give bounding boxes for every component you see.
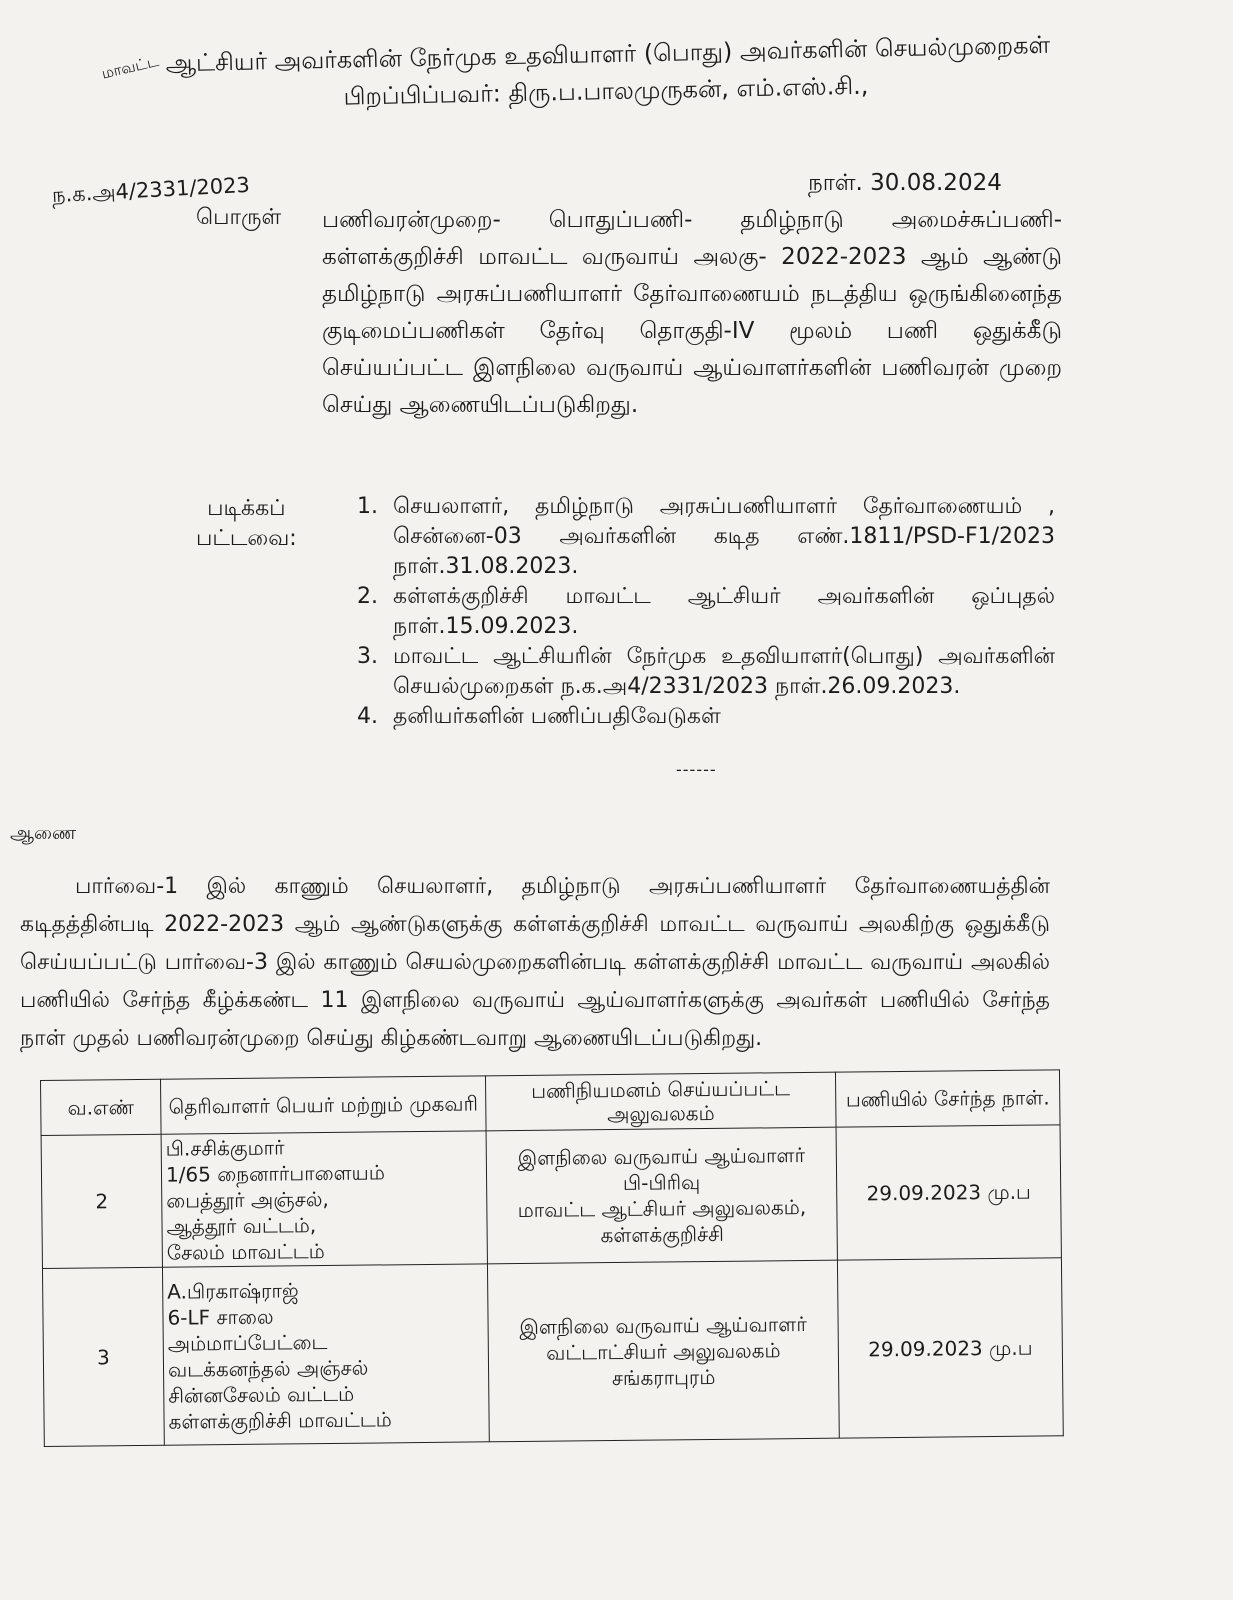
reference-number: ந.க.அ4/2331/2023 <box>51 172 251 208</box>
serial-cell: 3 <box>42 1267 164 1446</box>
references-label <box>196 494 297 554</box>
reference-item: 4. தனியர்களின் பணிப்பதிவேடுகள் <box>385 702 1055 732</box>
office-line: சங்கராபுரம் <box>611 1364 716 1390</box>
address-line: பி.சசிக்குமார் <box>165 1135 285 1161</box>
header-prefix: மாவட்ட <box>100 51 161 83</box>
address-line: 1/65 நைனார்பாளையம் <box>165 1160 385 1187</box>
document-date: நாள். 30.08.2024 <box>808 170 1002 196</box>
office-line: இளநிலை வருவாய் ஆய்வாளர் <box>519 1311 807 1339</box>
references-label-line2: பட்டவை: <box>196 526 297 551</box>
references-list <box>340 492 1055 732</box>
col-header-name-address: தெரிவாளர் பெயர் மற்றும் முகவரி <box>160 1076 486 1134</box>
header-issuer: பிறப்பிப்பவர்: திரு.ப.பாலமுருகன், எம்.எஸ்.சி., <box>343 71 869 111</box>
address-line: ஆத்தூர் வட்டம், <box>166 1213 317 1239</box>
document-header <box>40 31 1051 120</box>
address-line: பைத்தூர் அஞ்சல், <box>166 1186 329 1213</box>
appointment-table <box>40 1069 1064 1447</box>
reference-item: 1. செயலாளர், தமிழ்நாடு அரசுப்பணியாளர் தேர்வாணையம் , சென்னை-03 அவர்களின் கடித எண்.1811/PSD-F1/2023 நாள்.31.08.2023. <box>385 492 1055 582</box>
address-line: அம்மாப்பேட்டை <box>167 1329 328 1356</box>
reference-item: 2. கள்ளக்குறிச்சி மாவட்ட ஆட்சியர் அவர்களின் ஒப்புதல் நாள்.15.09.2023. <box>385 582 1055 642</box>
col-header-serial: வ.எண் <box>41 1079 162 1135</box>
office-cell <box>487 1260 839 1442</box>
separator: ------ <box>676 760 717 779</box>
office-line: வட்டாட்சியர் அலுவலகம் <box>546 1337 781 1365</box>
address-line: A.பிரகாஷ்ராஜ் <box>167 1277 299 1304</box>
joined-date-cell: 29.09.2023 மு.ப <box>837 1258 1063 1438</box>
subject-text: பணிவரன்முறை- பொதுப்பணி- தமிழ்நாடு அமைச்சுப்பணி- கள்ளக்குறிச்சி மாவட்ட வருவாய் அலகு- 2022-2023 ஆம் ஆண்டு தமிழ்நாடு அரசுப்பணியாளர் தேர்வாணையம் நடத்திய ஒருங்கினைந்த குடிமைப்பணிகள் தேர்வு தொகுதி-IV மூலம் பணி ஒதுக்கீடு செய்யப்பட்ட இளநிலை வருவாய் ஆய்வாளர்களின் பணிவரன் முறை செய்து ஆணையிடப்படுகிறது. <box>322 207 1062 418</box>
subject-label: பொருள் <box>196 205 282 230</box>
address-line: 6-LF சாலை <box>167 1304 274 1330</box>
serial-cell: 2 <box>41 1134 162 1268</box>
header-title-text: ஆட்சியர் அவர்களின் நேர்முக உதவியாளர் (பொது) அவர்களின் செயல்முறைகள் <box>165 30 1051 78</box>
address-line: சின்னசேலம் வட்டம் <box>168 1381 355 1408</box>
address-line: வடக்கனந்தல் அஞ்சல் <box>167 1355 369 1382</box>
office-line: கள்ளக்குறிச்சி <box>600 1221 724 1248</box>
table-row <box>42 1258 1063 1447</box>
table-row <box>41 1125 1061 1269</box>
reference-item: 3. மாவட்ட ஆட்சியரின் நேர்முக உதவியாளர்(பொது) அவர்களின் செயல்முறைகள் ந.க.அ4/2331/2023 நாள்.26.09.2023. <box>385 642 1055 702</box>
order-heading: ஆணை <box>10 822 77 844</box>
office-line: பி-பிரிவு <box>622 1170 701 1195</box>
office-line: மாவட்ட ஆட்சியர் அலுவலகம், <box>517 1194 807 1223</box>
office-cell <box>486 1127 837 1264</box>
col-header-office: பணிநியமனம் செய்யப்பட்ட அலுவலகம் <box>485 1072 836 1131</box>
address-line: சேலம் மாவட்டம் <box>166 1239 325 1265</box>
address-line: கள்ளக்குறிச்சி மாவட்டம் <box>168 1406 392 1434</box>
joined-date-cell: 29.09.2023 மு.ப <box>836 1125 1061 1260</box>
col-header-joined-date: பணியில் சேர்ந்த நாள். <box>835 1070 1060 1127</box>
order-paragraph: பார்வை-1 இல் காணும் செயலாளர், தமிழ்நாடு அரசுப்பணியாளர் தேர்வாணையத்தின் கடிதத்தின்படி 2022-2023 ஆம் ஆண்டுகளுக்கு கள்ளக்குறிச்சி மாவட்ட வருவாய் அலகிற்கு ஒதுக்கீடு செய்யப்பட்டு பார்வை-3 இல் காணும் செயல்முறைகளின்படி கள்ளக்குறிச்சி மாவட்ட வருவாய் அலகில் பணியில் சேர்ந்த கீழ்க்கண்ட 11 இளநிலை வருவாய் ஆய்வாளர்களுக்கு அவர்கள் பணியில் சேர்ந்த நாள் முதல் பணிவரன்முறை செய்து கிழ்கண்டவாறு ஆணையிடப்படுகிறது. <box>20 874 1050 1051</box>
office-line: இளநிலை வருவாய் ஆய்வாளர் <box>517 1142 806 1171</box>
address-cell <box>162 1264 489 1445</box>
address-cell <box>161 1131 487 1267</box>
references-label-line1: படிக்கப் <box>207 496 286 521</box>
